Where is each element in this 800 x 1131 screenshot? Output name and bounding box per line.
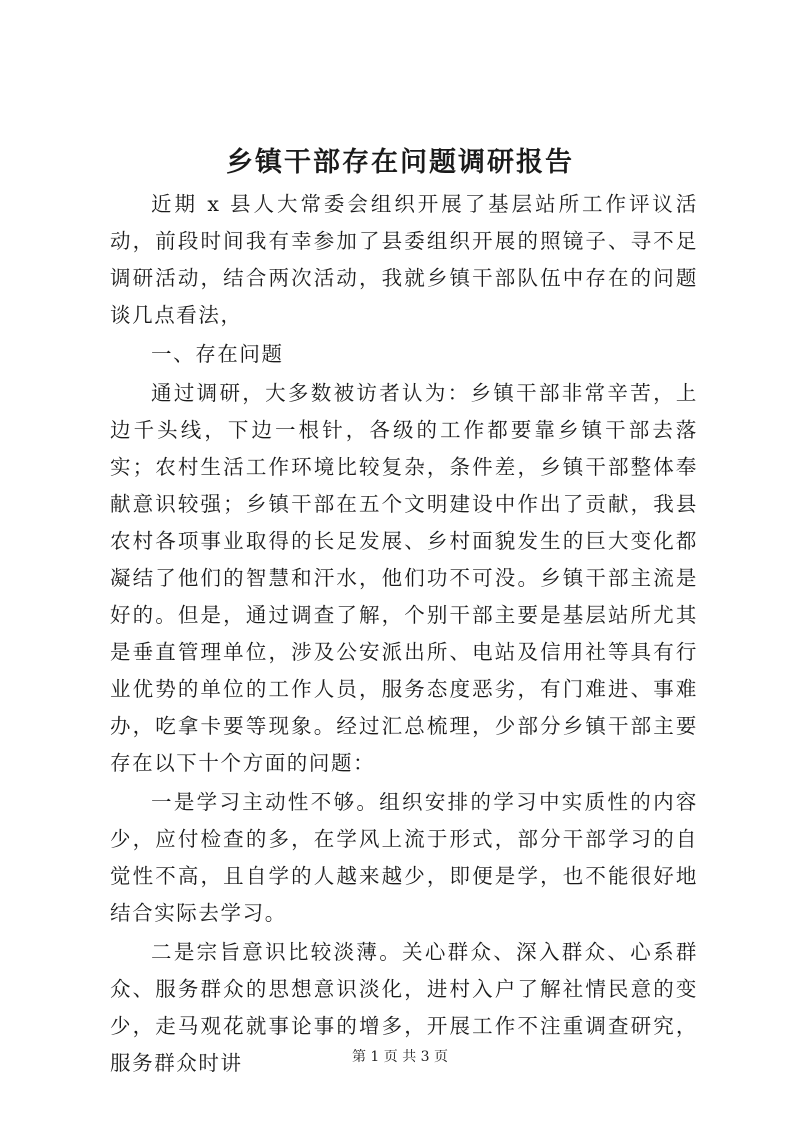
- paragraph-findings: 通过调研，大多数被访者认为：乡镇干部非常辛苦，上边千头线，下边一根针，各级的工作都要靠乡镇干部去落实；农村生活工作环境比较复杂，条件差，乡镇干部整体奉献意识较强；乡镇干部在五个文明建设中作出了贡献，我县农村各项事业取得的长足发展、乡村面貌发生的巨大变化都凝结了他们的智慧和汗水，他们功不可没。乡镇干部主流是好的。但是，通过调查了解，个别干部主要是基层站所尤其是垂直管理单位，涉及公安派出所、电站及信用社等具有行业优势的单位的工作人员，服务态度恶劣，有门难进、事难办，吃拿卡要等现象。经过汇总梳理，少部分乡镇干部主要存在以下十个方面的问题：: [110, 381, 698, 775]
- document-body: [110, 186, 698, 1084]
- paragraph-problem-2: 二是宗旨意识比较淡薄。关心群众、深入群众、心系群众、服务群众的思想意识淡化，进村入户了解社情民意的变少，走马观花就事论事的增多，开展工作不注重调查研究，服务群众时讲: [110, 940, 698, 1075]
- page-footer: 第 1 页 共 3 页: [351, 1049, 449, 1065]
- paragraph-intro: 近期 x 县人大常委会组织开展了基层站所工作评议活动，前段时间我有幸参加了县委组织开展的照镜子、寻不足调研活动，结合两次活动，我就乡镇干部队伍中存在的问题谈几点看法，: [110, 192, 698, 327]
- document-title: 乡镇干部存在问题调研报告: [226, 147, 574, 178]
- section-heading: 一、存在问题: [151, 342, 284, 366]
- paragraph-problem-1: 一是学习主动性不够。组织安排的学习中实质性的内容少，应付检查的多，在学风上流于形式，部分干部学习的自觉性不高，且自学的人越来越少，即便是学，也不能很好地结合实际去学习。: [110, 790, 698, 925]
